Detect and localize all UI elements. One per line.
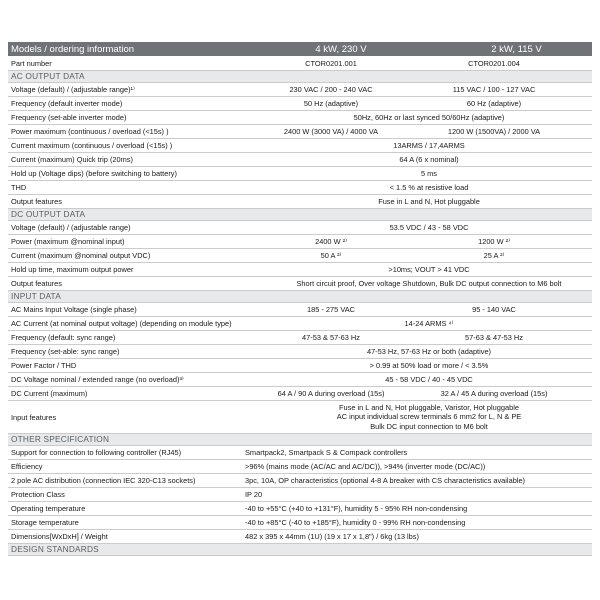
table-row [8,83,592,97]
part-number-row [8,57,592,71]
row-label: Input features [11,412,57,422]
row-label: Current (maximum) Quick trip (20ms) [11,155,133,164]
row-value: -40 to +55°C (+40 to +131°F), humidity 5 - 95% RH non-condensing [245,504,468,513]
table-row [8,488,592,502]
table-row [8,139,592,153]
row-label: Frequency (default inverter mode) [11,99,123,108]
row-label: Storage temperature [11,518,79,527]
row-label: Current (maximum @nominal output VDC) [11,251,151,260]
row-label: Output features [11,197,62,206]
row-label: Voltage (default) / (adjustable range)¹⁾ [11,85,135,94]
value-both: < 1.5 % at resistive load [389,183,469,192]
section-dc-output: DC OUTPUT DATA [8,209,592,221]
row-label: Current maximum (continuous / overload (<15s) ) [11,141,173,150]
row-label: Power (maximum @nominal input) [11,237,125,246]
row-label: Frequency (set-able: sync range) [11,347,120,356]
table-row [8,460,592,474]
value-both: > 0.99 at 50% load or more / < 3.5% [369,361,489,370]
table-row [8,387,592,401]
value-model-b: 1200 W ²⁾ [478,237,510,246]
value-both: 53.5 VDC / 43 - 58 VDC [389,223,469,232]
value-model-a: 230 VAC / 200 - 240 VAC [289,85,373,94]
value-model-a: 64 A / 90 A during overload (15s) [277,389,385,398]
table-row [8,446,592,460]
value-model-b: 32 A / 45 A during overload (15s) [440,389,548,398]
row-label: Dimensions[WxDxH] / Weight [11,532,108,541]
feature-line: AC input individual screw terminals 6 mm2 for L, N & PE [336,412,522,422]
value-model-a: 185 - 275 VAC [307,305,355,314]
table-row [8,359,592,373]
value-model-b: 60 Hz (adaptive) [466,99,522,108]
table-row [8,263,592,277]
table-row [8,516,592,530]
table-row [8,235,592,249]
value-both: 50Hz, 60Hz or last synced 50/60Hz (adaptive) [353,113,505,122]
value-both: 14-24 ARMS ⁴⁾ [404,319,454,328]
value-both: 13ARMS / 17,4ARMS [393,141,465,150]
spec-table [8,42,592,556]
value-model-b: 1200 W (1500VA) / 2000 VA [447,127,541,136]
value-both: Short circuit proof, Over voltage Shutdown, Bulk DC output connection to M6 bolt [296,279,562,288]
row-value: IP 20 [245,490,263,499]
models-header-row [8,42,592,57]
row-value: -40 to +85°C (-40 to +185°F), humidity 0 - 99% RH non-condensing [245,518,466,527]
table-row [8,153,592,167]
value-model-b: 57-63 & 47-53 Hz [465,333,523,342]
section-design-standards: DESIGN STANDARDS [8,544,592,556]
value-both: Fuse in L and N, Hot pluggable [378,197,480,206]
value-model-b: CTOR0201.004 [468,59,520,68]
row-label: Frequency (default: sync range) [11,333,116,342]
row-label: Power Factor / THD [11,361,77,370]
row-label: Voltage (default) / (adjustable range) [11,223,131,232]
table-row [8,530,592,544]
input-features-values [266,403,592,432]
row-label: Efficiency [11,462,43,471]
input-features-row [8,401,592,434]
value-both: 45 - 58 VDC / 40 - 45 VDC [385,375,473,384]
value-both: 47-53 Hz, 57-63 Hz or both (adaptive) [366,347,492,356]
section-ac-output: AC OUTPUT DATA [8,71,592,83]
row-label: DC Voltage nominal / extended range (no overload)³⁾ [11,375,184,384]
row-label: Protection Class [11,490,65,499]
table-row [8,111,592,125]
model-a-heading: 4 kW, 230 V [315,43,367,55]
row-label: Power maximum (continuous / overload (<15s) ) [11,127,169,136]
table-row [8,195,592,209]
section-input-data: INPUT DATA [8,291,592,303]
model-b-heading: 2 kW, 115 V [491,43,542,55]
table-row [8,277,592,291]
table-row [8,502,592,516]
table-row [8,331,592,345]
row-label: THD [11,183,27,192]
value-model-b: 95 - 140 VAC [472,305,516,314]
row-label: AC Current (at nominal output voltage) (depending on module type) [11,319,232,328]
row-label: 2 pole AC distribution (connection IEC 320-C13 sockets) [11,476,196,485]
row-label: Hold up time, maximum output power [11,265,134,274]
row-label: Frequency (set-able inverter mode) [11,113,127,122]
value-model-a: 2400 W ²⁾ [315,237,347,246]
value-model-a: 50 A ²⁾ [320,251,342,260]
feature-line: Bulk DC input connection to M6 bolt [370,421,488,431]
value-model-a: 2400 W (3000 VA) / 4000 VA [283,127,379,136]
feature-line: Fuse in L and N, Hot pluggable, Varistor, Hot pluggable [339,402,519,412]
row-label: Support for connection to following controller (RJ45) [11,448,182,457]
row-label: Operating temperature [11,504,86,513]
table-row [8,97,592,111]
value-model-b: 25 A ²⁾ [483,251,505,260]
section-other-specification: OTHER SPECIFICATION [8,434,592,446]
row-label: Part number [11,59,52,68]
row-value: Smartpack2, Smartpack S & Compack controllers [245,448,408,457]
row-label: Hold up (Voltage dips) (before switching to battery) [11,169,177,178]
table-row [8,167,592,181]
table-row [8,221,592,235]
table-row [8,345,592,359]
row-label: Output features [11,279,62,288]
table-row [8,474,592,488]
row-value: 3pc, 10A, OP characteristics (optional 4-8 A breaker with CS characteristics available) [245,476,526,485]
value-model-a: CTOR0201.001 [305,59,357,68]
value-both: 64 A (6 x nominal) [399,155,459,164]
row-value: >96% (mains mode (AC/AC and AC/DC)), >94% (inverter mode (DC/AC)) [245,462,486,471]
value-model-a: 47-53 & 57-63 Hz [302,333,360,342]
table-row [8,317,592,331]
row-label: AC Mains Input Voltage (single phase) [11,305,137,314]
row-label: DC Current (maximum) [11,389,88,398]
table-row [8,249,592,263]
row-value: 482 x 395 x 44mm (1U) (19 x 17 x 1,8") / 6kg (13 lbs) [245,532,419,541]
table-row [8,303,592,317]
value-model-b: 115 VAC / 100 - 127 VAC [452,85,536,94]
value-both: >10ms; VOUT > 41 VDC [388,265,470,274]
table-row [8,373,592,387]
table-row [8,125,592,139]
value-model-a: 50 Hz (adaptive) [303,99,359,108]
value-both: 5 ms [420,169,437,178]
models-header-title: Models / ordering information [11,43,135,55]
table-row [8,181,592,195]
